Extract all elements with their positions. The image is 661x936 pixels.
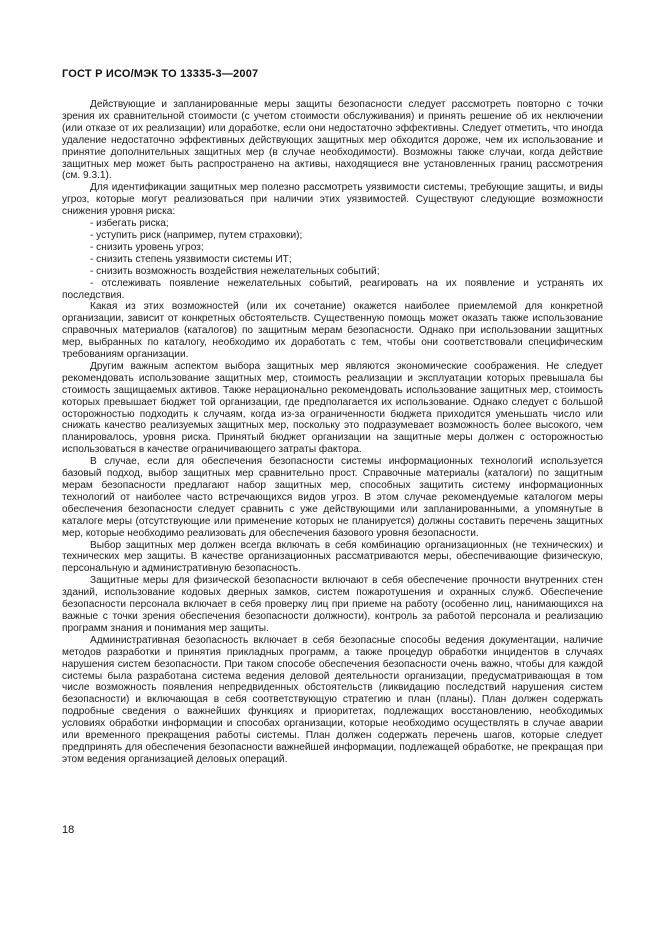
- document-header: ГОСТ Р ИСО/МЭК ТО 13335-3—2007: [62, 68, 259, 80]
- list-item: - снизить возможность воздействия нежелательных событий;: [90, 265, 380, 277]
- paragraph: Для идентификации защитных мер полезно рассмотреть уязвимости системы, требующие защиты, и виды угроз, которые могут реализоваться при наличии этих уязвимостей. Существуют следующие возможности снижения уровня риска:: [62, 182, 603, 218]
- list-item: - отслеживать появление нежелательных событий, реагировать на их появление и устранять их последствия.: [62, 277, 603, 301]
- page-number: 18: [62, 824, 75, 836]
- paragraph: Выбор защитных мер должен всегда включать в себя комбинацию организационных (не технических) и технических мер защиты. В качестве организационных рассматриваются меры, обеспечивающие физическую, персональную и административную безопасность.: [62, 539, 603, 575]
- paragraph: Защитные меры для физической безопасности включают в себя обеспечение прочности внутренних стен зданий, использование кодовых дверных замков, систем пожаротушения и охранных служб. Обеспечение безопасности персонала включает в себя проверку лиц при приеме на работу (особенно лиц, нанимающихся на важные с точки зрения обеспечения безопасности должности), контроль за работой персонала и реализацию программ знания и понимания мер защиты.: [62, 575, 603, 634]
- paragraph: В случае, если для обеспечения безопасности системы информационных технологий используется базовый подход, выбор защитных мер сравнительно прост. Справочные материалы (каталоги) по защитным мерам безопасности предлагают набор защитных мер, способных защитить систему информационных технологий от наиболее часто встречающихся видов угроз. В этом случае рекомендуемые каталогом меры обеспечения безопасности следует сравнить с уже действующими или запланированными, а упомянутые в каталоге меры (отсутствующие или применение которых не планируется) должны составить перечень защитных мер, которые необходимо реализовать для обеспечения базового уровня безопасности.: [62, 456, 603, 539]
- list-item: - снизить уровень угроз;: [90, 241, 204, 253]
- paragraph: Действующие и запланированные меры защиты безопасности следует рассмотреть повторно с точки зрения их сравнительной стоимости (с учетом стоимости обслуживания) и принять решение об их неключении (или отказе от их реализации) или доработке, если они недостаточно эффективны. Следует отметить, что иногда удаление недостаточно эффективных действующих защитных мер обходится дороже, чем их использование и принятие дополнительных защитных мер (в случае необходимости). Возможны также случаи, когда действие защитных мер может быть распространено на активы, находящиеся вне установленных границ рассмотрения (см. 9.3.1).: [62, 99, 603, 182]
- paragraph: Административная безопасность включает в себя безопасные способы ведения документации, наличие методов разработки и принятия прикладных программ, а также процедур обработки инцидентов в случаях нарушения систем безопасности. При таком способе обеспечения безопасности очень важно, чтобы для каждой системы была разработана система ведения деловой деятельности организации, предусматривающая в том числе возможность появления непредвиденных обстоятельств (ликвидацию последствий нарушения систем безопасности) и включающая в себя соответствующую стратегию и план (планы). План должен содержать подробные сведения о важнейших функциях и приоритетах, подлежащих восстановлению, необходимых условиях обработки информации и способах организации, которые необходимо осуществлять в случае аварии или временного прекращения работы системы. План должен содержать перечень шагов, которые следует предпринять для обеспечения безопасности важнейшей информации, подлежащей обработке, не прекращая при этом ведения организацией деловых операций.: [62, 634, 603, 765]
- paragraph: Какая из этих возможностей (или их сочетание) окажется наиболее приемлемой для конкретной организации, зависит от конкретных обстоятельств. Существенную помощь может оказать также использование справочных материалов (каталогов) по защитным мерам безопасности. Однако при использовании защитных мер, выбранных по каталогу, необходимо их доработать с тем, чтобы они соответствовали специфическим требованиям организации.: [62, 301, 603, 361]
- list-item: - избегать риска;: [90, 218, 169, 230]
- list-item: - снизить степень уязвимости системы ИТ;: [90, 253, 292, 265]
- document-body: [62, 99, 603, 766]
- list-item: - уступить риск (например, путем страховки);: [90, 229, 303, 241]
- paragraph: Другим важным аспектом выбора защитных мер являются экономические соображения. Не следует рекомендовать использование защитных мер, стоимость реализации и эксплуатации которых превышала бы стоимость защищаемых активов. Также нерационально рекомендовать использование защитных мер, стоимость которых превышает бюджет той организации, где предполагается их использование. Однако следует с большой осторожностью подходить к случаям, когда из-за ограниченности бюджета приходится уменьшать число или снижать качество реализуемых защитных мер, поскольку это подразумевает возможность более высокого, чем планировалось, уровня риска. Принятый бюджет организации на защитные меры должен с осторожностью использоваться в качестве ограничивающего затраты фактора.: [62, 360, 603, 456]
